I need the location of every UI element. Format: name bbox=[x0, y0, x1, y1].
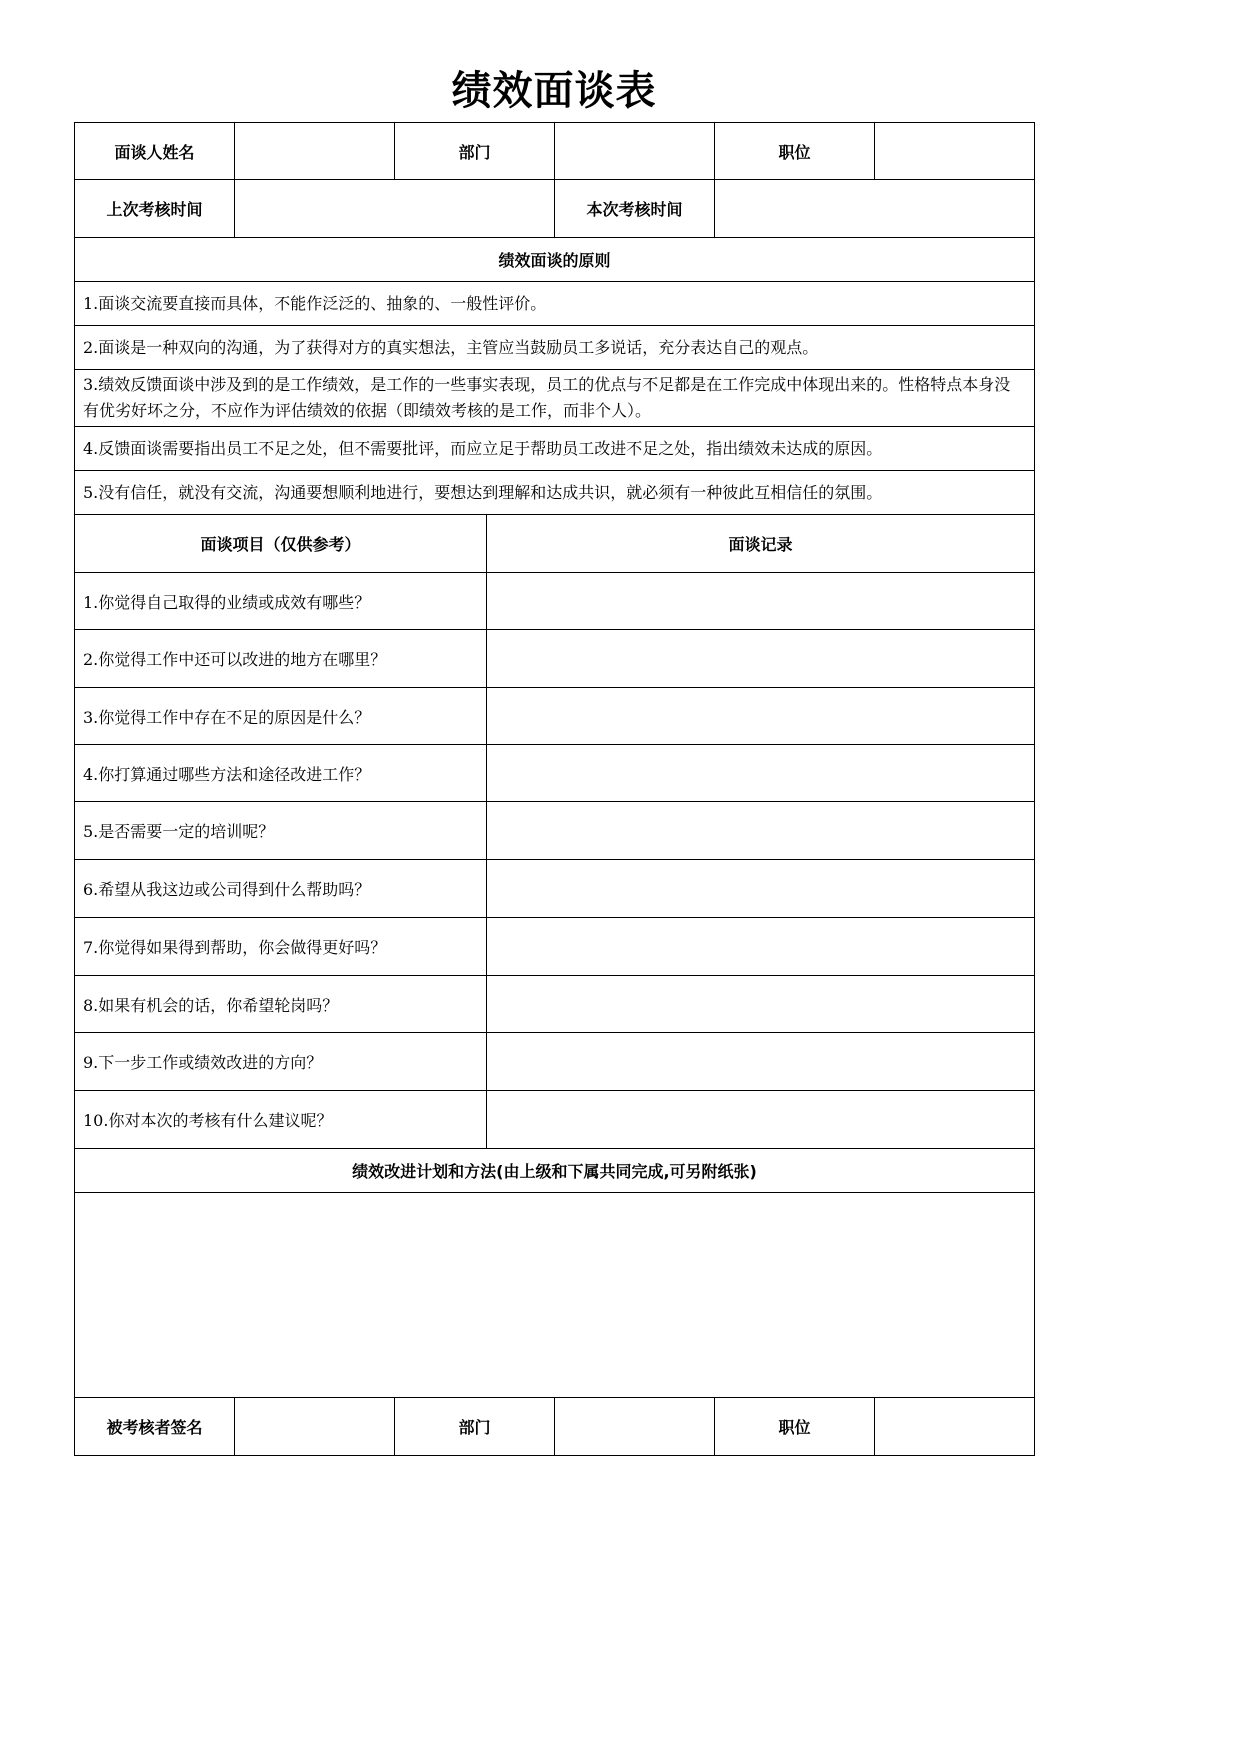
this-review-time-field[interactable] bbox=[715, 180, 1035, 238]
interview-header-row bbox=[75, 515, 1035, 573]
principle-item-5: 5.没有信任，就没有交流，沟通要想顺利地进行，要想达到理解和达成共识，就必须有一种彼此互相信任的氛围。 bbox=[75, 471, 1035, 515]
question-row bbox=[75, 860, 1035, 918]
record-field-10[interactable] bbox=[487, 1091, 1035, 1149]
position-label: 职位 bbox=[715, 123, 875, 180]
question-row bbox=[75, 745, 1035, 802]
question-row bbox=[75, 630, 1035, 688]
record-field-4[interactable] bbox=[487, 745, 1035, 802]
performance-interview-form bbox=[74, 122, 1035, 1456]
question-7: 7.你觉得如果得到帮助，你会做得更好吗？ bbox=[75, 918, 487, 976]
footer-position-field[interactable] bbox=[875, 1398, 1035, 1456]
last-review-time-label: 上次考核时间 bbox=[75, 180, 235, 238]
principle-row bbox=[75, 427, 1035, 471]
this-review-time-label: 本次考核时间 bbox=[555, 180, 715, 238]
record-field-9[interactable] bbox=[487, 1033, 1035, 1091]
improvement-plan-heading: 绩效改进计划和方法(由上级和下属共同完成,可另附纸张) bbox=[75, 1149, 1035, 1193]
last-review-time-field[interactable] bbox=[235, 180, 555, 238]
record-field-5[interactable] bbox=[487, 802, 1035, 860]
footer-row bbox=[75, 1398, 1035, 1456]
question-row bbox=[75, 976, 1035, 1033]
department-field[interactable] bbox=[555, 123, 715, 180]
question-1: 1.你觉得自己取得的业绩或成效有哪些？ bbox=[75, 573, 487, 630]
question-row bbox=[75, 573, 1035, 630]
principles-heading: 绩效面谈的原则 bbox=[75, 238, 1035, 282]
question-6: 6.希望从我这边或公司得到什么帮助吗？ bbox=[75, 860, 487, 918]
record-field-3[interactable] bbox=[487, 688, 1035, 745]
record-field-2[interactable] bbox=[487, 630, 1035, 688]
question-row bbox=[75, 918, 1035, 976]
appraisee-signature-field[interactable] bbox=[235, 1398, 395, 1456]
interviewer-name-label: 面谈人姓名 bbox=[75, 123, 235, 180]
plan-heading-row bbox=[75, 1149, 1035, 1193]
record-field-7[interactable] bbox=[487, 918, 1035, 976]
principle-row bbox=[75, 370, 1035, 427]
principle-item-3: 3.绩效反馈面谈中涉及到的是工作绩效，是工作的一些事实表现，员工的优点与不足都是在工作完成中体现出来的。性格特点本身没有优劣好坏之分，不应作为评估绩效的依据（即绩效考核的是工作，而非个人）。 bbox=[75, 370, 1035, 427]
question-2: 2.你觉得工作中还可以改进的地方在哪里？ bbox=[75, 630, 487, 688]
record-field-1[interactable] bbox=[487, 573, 1035, 630]
question-row bbox=[75, 688, 1035, 745]
question-8: 8.如果有机会的话，你希望轮岗吗？ bbox=[75, 976, 487, 1033]
department-label: 部门 bbox=[395, 123, 555, 180]
header-row-1 bbox=[75, 123, 1035, 180]
question-4: 4.你打算通过哪些方法和途径改进工作？ bbox=[75, 745, 487, 802]
position-field[interactable] bbox=[875, 123, 1035, 180]
interview-items-header: 面谈项目（仅供参考） bbox=[75, 515, 487, 573]
plan-body-row bbox=[75, 1193, 1035, 1398]
question-9: 9.下一步工作或绩效改进的方向？ bbox=[75, 1033, 487, 1091]
principle-item-2: 2.面谈是一种双向的沟通，为了获得对方的真实想法，主管应当鼓励员工多说话，充分表达自己的观点。 bbox=[75, 326, 1035, 370]
header-row-2 bbox=[75, 180, 1035, 238]
principle-item-4: 4.反馈面谈需要指出员工不足之处，但不需要批评，而应立足于帮助员工改进不足之处，指出绩效未达成的原因。 bbox=[75, 427, 1035, 471]
improvement-plan-field[interactable] bbox=[75, 1193, 1035, 1398]
record-field-8[interactable] bbox=[487, 976, 1035, 1033]
principle-row bbox=[75, 326, 1035, 370]
appraisee-signature-label: 被考核者签名 bbox=[75, 1398, 235, 1456]
interview-record-header: 面谈记录 bbox=[487, 515, 1035, 573]
footer-position-label: 职位 bbox=[715, 1398, 875, 1456]
question-10: 10.你对本次的考核有什么建议呢？ bbox=[75, 1091, 487, 1149]
footer-department-label: 部门 bbox=[395, 1398, 555, 1456]
principles-heading-row bbox=[75, 238, 1035, 282]
record-field-6[interactable] bbox=[487, 860, 1035, 918]
question-row bbox=[75, 1091, 1035, 1149]
form-title: 绩效面谈表 bbox=[451, 68, 657, 114]
interviewer-name-field[interactable] bbox=[235, 123, 395, 180]
question-5: 5.是否需要一定的培训呢？ bbox=[75, 802, 487, 860]
principle-row bbox=[75, 282, 1035, 326]
question-row bbox=[75, 1033, 1035, 1091]
question-3: 3.你觉得工作中存在不足的原因是什么？ bbox=[75, 688, 487, 745]
footer-department-field[interactable] bbox=[555, 1398, 715, 1456]
question-row bbox=[75, 802, 1035, 860]
principle-item-1: 1.面谈交流要直接而具体，不能作泛泛的、抽象的、一般性评价。 bbox=[75, 282, 1035, 326]
principle-row bbox=[75, 471, 1035, 515]
